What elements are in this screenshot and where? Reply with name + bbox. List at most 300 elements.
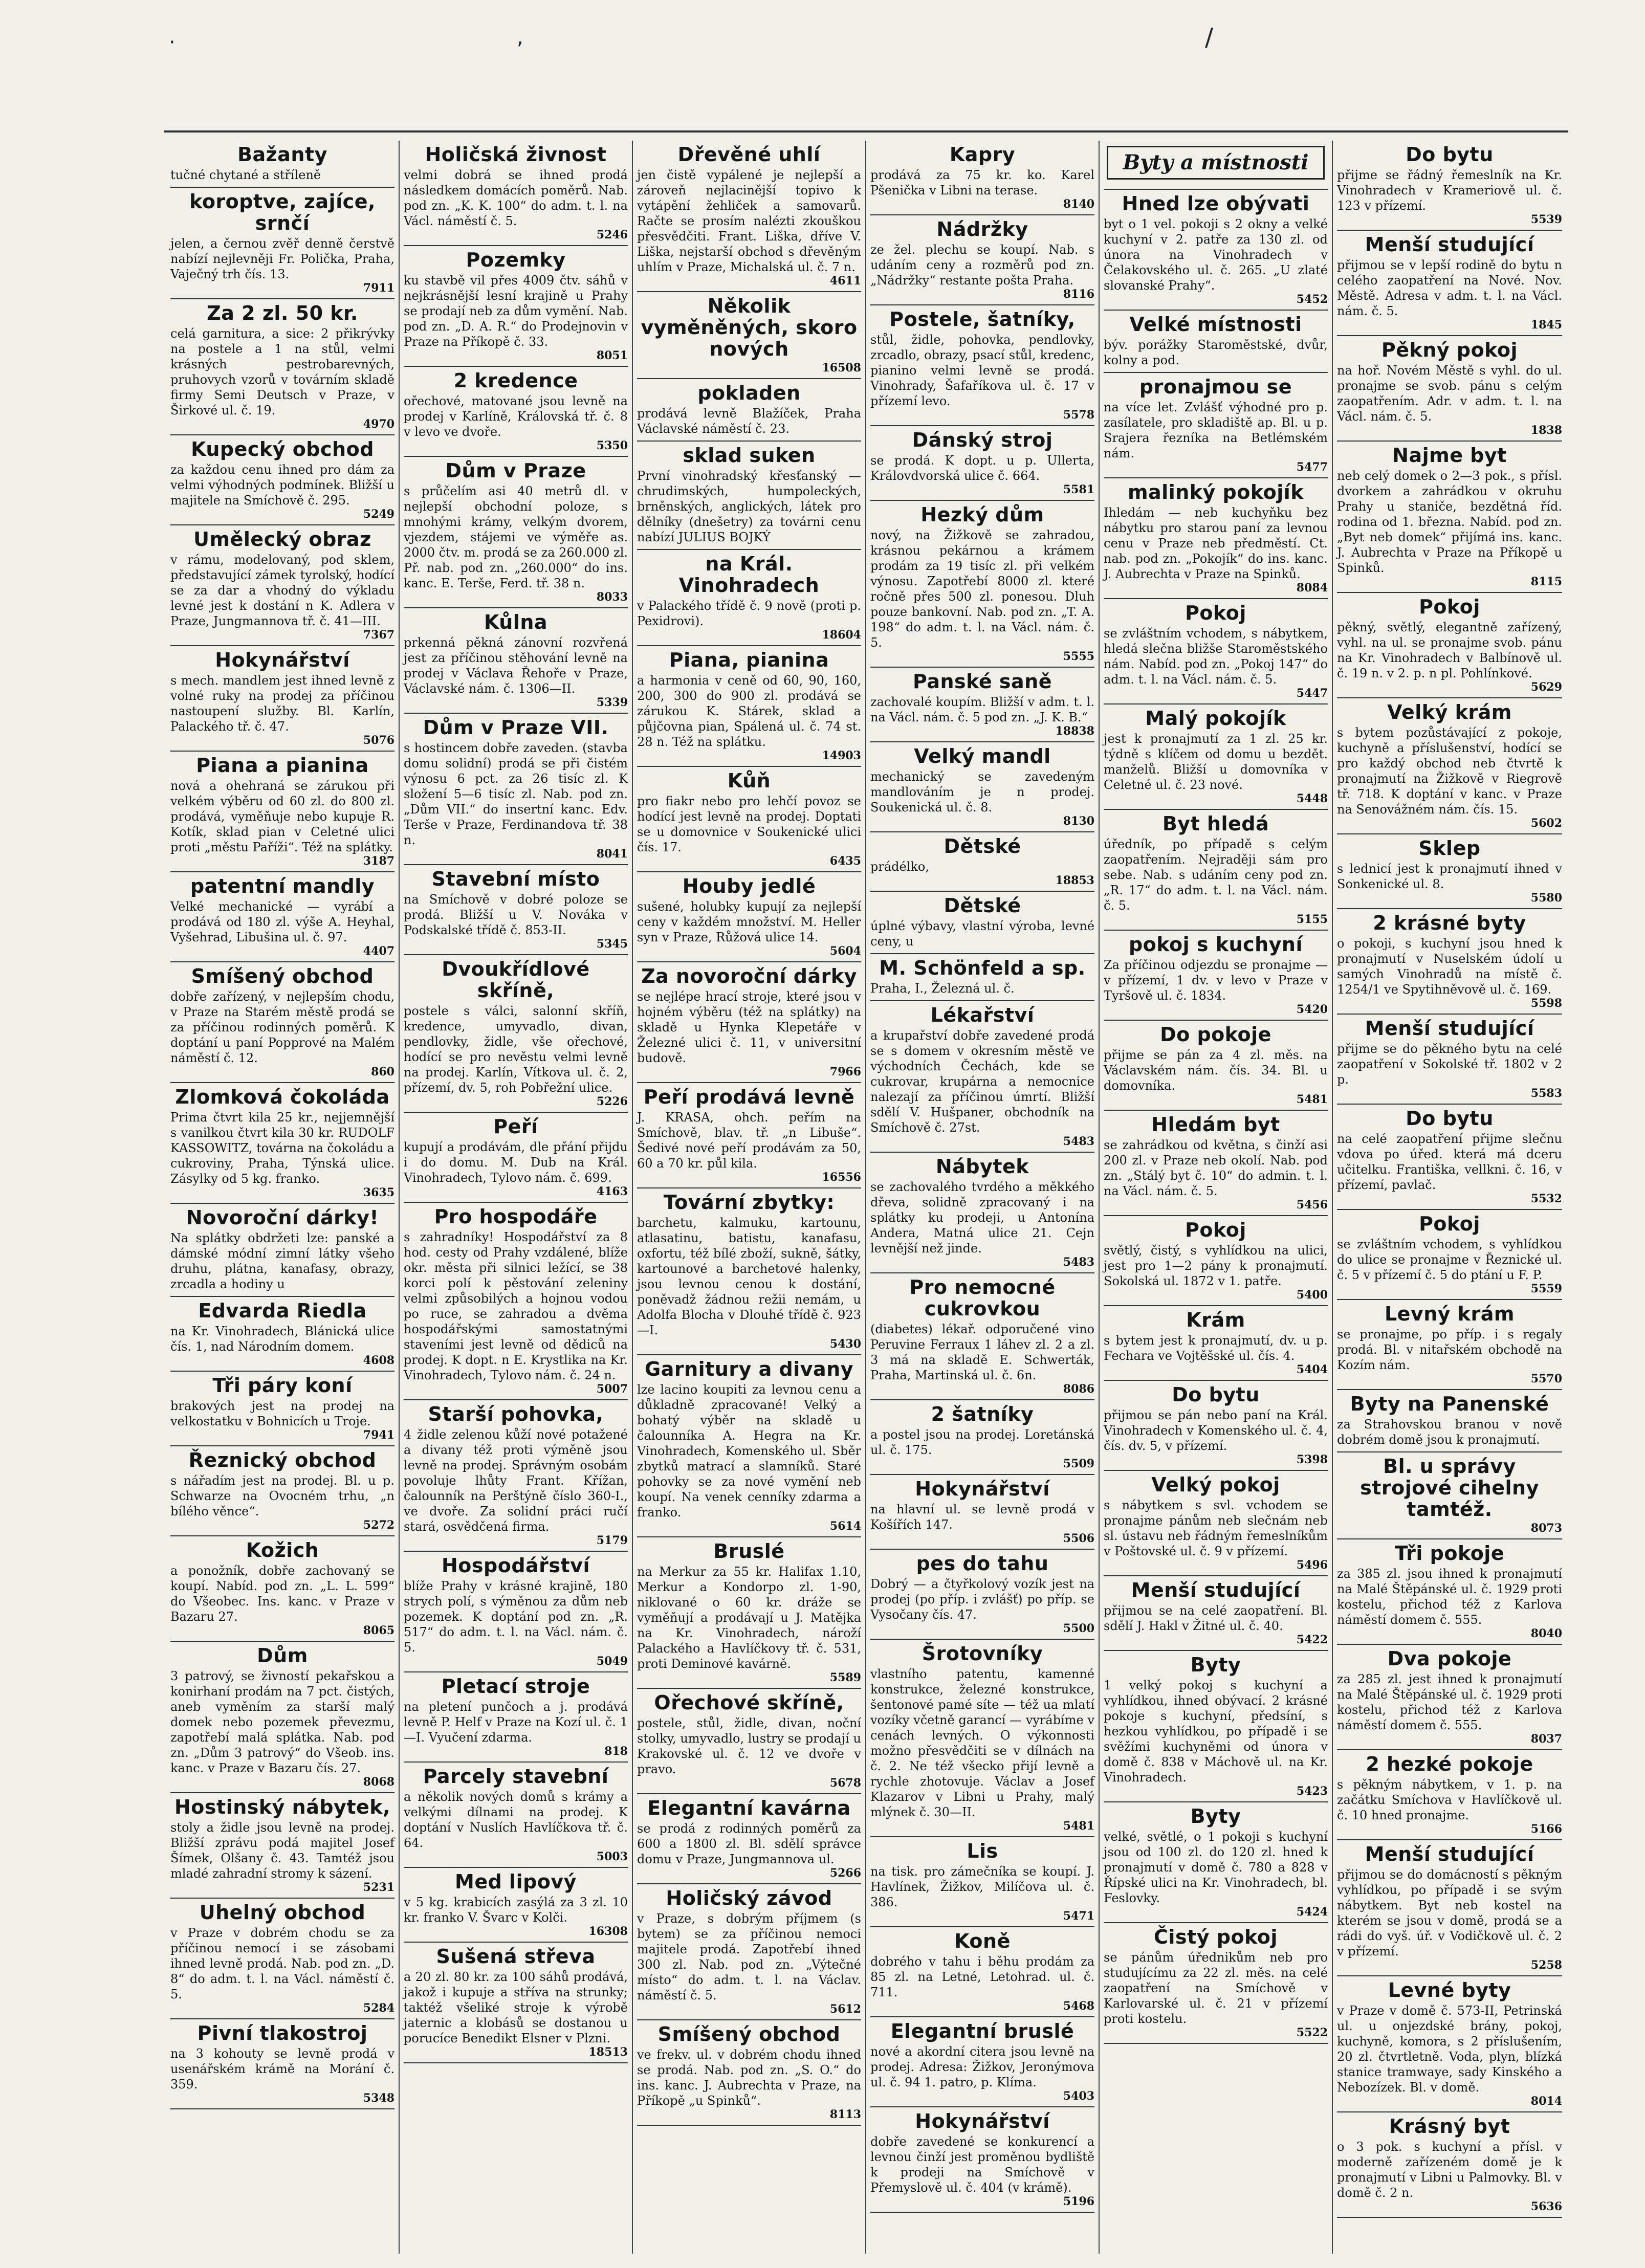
classified-ad: [870, 832, 1094, 892]
ad-code: 5522: [1296, 2026, 1328, 2039]
ad-headline: M. Schönfeld a sp.: [879, 957, 1086, 979]
ad-code: 8065: [363, 1624, 394, 1637]
ad-body: přijmou se pán nebo paní na Král. Vinohradech v Komenského ul. č. 4, čís. dv. 5, v přízemí.: [1104, 1408, 1328, 1453]
ad-headline: patentní mandly: [190, 875, 375, 897]
ad-body: a 20 zl. 80 kr. za 100 sáhů prodává, jakož i kupuje a stříva na strunky; taktéž všeliké stroje k výrobě jaternic a klobásů se dostanou u porucíce Benedikt Elsner v Plzni.: [404, 1970, 628, 2045]
classified-ad: [170, 1536, 394, 1642]
ad-headline: Bažanty: [237, 143, 327, 166]
classified-ad: [870, 1153, 1094, 1273]
ad-body: tučné chytané a stříleně: [170, 168, 321, 182]
ad-code: 8068: [363, 1775, 394, 1789]
ad-code: 5350: [596, 439, 628, 452]
ad-code: 5500: [1063, 1622, 1094, 1635]
classified-ad: [1337, 1210, 1562, 1300]
ad-body: se prodá. K dopt. u p. Ullerta, Královdvorská ulice č. 664.: [870, 453, 1094, 483]
ad-headline: Velké místnosti: [1129, 313, 1302, 336]
ad-headline: Postele, šatníky,: [889, 308, 1076, 331]
ad-body: ořechové, matované jsou levně na prodej v Karlíně, Královská tř. č. 8 v levo ve dvoře.: [404, 394, 628, 439]
classified-ad: [170, 1204, 394, 1297]
ad-body: a několik nových domů s krámy a velkými dílnami na prodej. K doptání v Nuslích Havlíčkova tř. č. 64.: [404, 1790, 628, 1850]
ad-code: 5532: [1530, 1192, 1562, 1205]
ad-headline: Novoroční dárky!: [186, 1206, 379, 1229]
ad-body: prádélko,: [870, 860, 930, 874]
ad-body: a ponožník, dobře zachovaný se koupí. Nabíd. pod zn. „L. L. 599“ do Všeobec. Ins. kanc. v Praze v Bazaru 27.: [170, 1564, 394, 1624]
classified-ad: [1104, 190, 1328, 311]
ad-code: 860: [371, 1065, 394, 1078]
ad-code: 7367: [363, 628, 394, 642]
ad-body: přijme se do pěkného bytu na celé zaopatření v Sokolské tř. 1802 v 2 p.: [1337, 1042, 1562, 1087]
ad-headline: Za 2 zl. 50 kr.: [207, 302, 358, 324]
ad-headline: 2 šatníky: [931, 1403, 1034, 1425]
ad-body: na Smíchově v dobré poloze se prodá. Bližší u V. Nováka v Podskalské třídě č. 853-II.: [404, 892, 628, 937]
classified-ad: [1104, 1471, 1328, 1576]
ad-body: úředník, po případě s celým zaopatřením. Nejraději sám pro sebe. Nab. s udáním ceny pod zn. „R. 17“ do adm. t. l. na Václ. nám. č. 5.: [1104, 837, 1328, 913]
column-1: [166, 141, 400, 2254]
ad-headline: Pokoj: [1185, 1219, 1246, 1241]
ad-code: 5196: [1063, 2195, 1094, 2208]
ad-headline: Hostinský nábytek,: [174, 1796, 390, 1818]
classified-ad: [170, 872, 394, 962]
classified-ad: [870, 1640, 1094, 1837]
classified-ad: [1104, 1306, 1328, 1381]
classified-ad: [404, 1400, 628, 1552]
ad-body: velké, světlé, o 1 pokoji s kuchyní jsou od 100 zl. do 120 zl. hned k pronajmutí v domě č. 780 a 828 v Řípské ulici na Kr. Vinohradech, bl. Feslovky.: [1104, 1830, 1328, 1905]
ad-headline: Garnitury a divany: [645, 1358, 853, 1380]
ad-body: vlastního patentu, kamenné konstrukce, železné konstrukce, šentonové pamé síte — též ua mlatí vozíky včetně garancí — vyrábíme v cenách levných. O výkonnosti možno přesvědčiti se v dílnách na č. 2. Ne též všecko přijí levně a rychle zhotovuje. Václav a Josef Klazarov v Libni u Prahy, malý mlýnek č. 30—II.: [870, 1667, 1094, 1819]
classified-ad: [1104, 311, 1328, 373]
ad-code: 5398: [1296, 1453, 1328, 1466]
ad-body: se pronajme, po příp. i s regaly prodá. Bl. v nitařském obchodě na Kozím nám.: [1337, 1327, 1562, 1372]
ad-body: s hostincem dobře zaveden. (stavba domu solidní) prodá se při čistém výnosu 6 pct. za 26 tisíc zl. K složení 5—6 tisíc zl. Nab. pod zn. „Dům VII.“ do insertní kanc. Edv. Terše v Praze, Ferdinandova tř. 38 n.: [404, 741, 628, 847]
ad-headline: 2 kredence: [453, 369, 578, 392]
ad-body: nové a akordní citera jsou levně na prodej. Adresa: Žižkov, Jeronýmova ul. č. 94 1. patro, p. Klíma.: [870, 2044, 1094, 2089]
ad-body: prodává za 75 kr. ko. Karel Pšenička v Libni na terase.: [870, 168, 1094, 197]
classified-ad: [870, 305, 1094, 426]
classified-ad: [404, 141, 628, 246]
ad-body: kupují a prodávám, dle přání přijdu i do domu. M. Dub na Král. Vinohradech, Tylovo nám. č. 699.: [404, 1140, 628, 1185]
ad-headline: Za novoroční dárky: [641, 965, 857, 987]
ad-headline: pronajmou se: [1139, 376, 1292, 398]
classified-ad: [1337, 1539, 1562, 1645]
ad-code: 8041: [596, 847, 628, 861]
ad-body: neb celý domek o 2—3 pok., s přísl. dvorkem a zahrádkou v okruhu Prahy u staniče, bezdětná říd. rodina od 1. března. Nabíd. pod zn. „Byt neb domek“ přijímá ins. kanc. J. Aubrechta v Praze na Příkopě u Spinků.: [1337, 469, 1562, 575]
classified-ad: [404, 1203, 628, 1400]
ad-body: býv. porážky Staroměstské, dvůr, kolny a pod.: [1104, 338, 1328, 367]
ad-body: přijmou se v lepší rodině do bytu n celého zaopatření na Nové. Nov. Městě. Adresa v adm. t. l. na Václ. nám. č. 5.: [1337, 258, 1562, 318]
ad-code: 5155: [1296, 913, 1328, 926]
ad-headline: Hledám byt: [1151, 1113, 1280, 1136]
ad-headline: Byt hledá: [1162, 812, 1269, 835]
ad-code: 5539: [1530, 213, 1562, 226]
classified-ad: [404, 457, 628, 608]
ad-code: 18513: [588, 2045, 628, 2059]
ad-body: První vinohradský křesťanský — chrudimských, humpoleckých, brněnských, anglických, látek pro dělníky (dnešetry) za továrni cenu nabízí JULIUS BOJKÝ: [637, 469, 861, 544]
ad-body: s nářadím jest na prodej. Bl. u p. Schwarze na Ovocném trhu, „n bílého věnce“.: [170, 1473, 394, 1518]
classified-ad: [404, 955, 628, 1113]
ad-code: 5483: [1063, 1135, 1094, 1148]
ad-body: zachovalé koupím. Bližší v adm. t. l. na Václ. nám. č. 5 pod zn. „J. K. B.“: [870, 695, 1094, 724]
ad-headline: Med lipový: [455, 1870, 577, 1893]
ad-body: velmi dobrá se ihned prodá následkem domácích poměrů. Nab. pod zn. „K. K. 100“ do adm. t. l. na Václ. náměstí č. 5.: [404, 168, 628, 228]
ad-body: s lednicí jest k pronajmutí ihned v Sonkenické ul. 8.: [1337, 862, 1562, 891]
column-2: [400, 141, 633, 2254]
classified-ad: [870, 1475, 1094, 1550]
ad-body: Prima čtvrt kila 25 kr., nejjemnější s vanilkou čtvrt kila 30 kr. RUDOLF KASSOWITZ, továrna na čokoládu a cukroviny, Praha, Týnská ulice. Zásylky od 5 kg. franko.: [170, 1110, 394, 1186]
ad-body: a krupařství dobře zavedené prodá se s domem v okresním městě ve východních Čechách, kde se cukrovar, krupárna a nemocnice nalezají za příčinou úmrtí. Bližší sdělí V. Hušpaner, obchodník na Smíchově č. 27st.: [870, 1028, 1094, 1135]
classified-ad: [870, 215, 1094, 305]
top-rule: [164, 130, 1568, 133]
ad-body: blíže Prahy v krásné krajině, 180 strych polí, s výměnou za dům neb pozemek. K doptání pod zn. „R. 517“ do adm. t. l. na Václ. nám. č. 5.: [404, 1579, 628, 1655]
ad-code: 5570: [1530, 1372, 1562, 1385]
ad-headline: Piana a pianina: [196, 754, 369, 777]
ad-code: 5456: [1296, 1198, 1328, 1212]
ad-body: na Kr. Vinohradech, Blánická ulice čís. 1, nad Národním domem.: [170, 1324, 394, 1354]
ad-headline: Dva pokoje: [1387, 1647, 1512, 1670]
ad-body: Na splátky obdržeti lze: panské a dámské módní zimní látky všeho druhu, plátna, kanafasy, obrazy, zrcadla a hodiny u: [170, 1231, 394, 1291]
classified-ad: [637, 1689, 861, 1794]
ad-body: pěkný, světlý, elegantně zařízený, vyhl. na ul. se pronajme svob. pánu na Kr. Vinohradech v Balbínově ul. č. 19 n. v 2. p. n pl. Pohlínkové.: [1337, 620, 1562, 680]
ad-code: 1838: [1530, 424, 1562, 437]
ad-code: 5424: [1296, 1905, 1328, 1919]
ad-headline: koroptve, zajíce, srnčí: [189, 190, 376, 234]
ad-body: Ihledám — neb kuchyňku bez nábytku pro starou paní za levnou cenu v Praze neb předměstí. Ct. nab. pod zn. „Pokojík“ do ins. kanc. J. Aubrechta v Praze na Spinků.: [1104, 505, 1328, 581]
ad-body: prodává levně Blažíček, Praha Václavské náměstí č. 23.: [637, 406, 861, 436]
ad-body: na více let. Zvlášť výhodné pro p. zasílatele, pro skladiště ap. Bl. u p. Srajera řezníka na Betlémském nám.: [1104, 400, 1328, 460]
ad-headline: Byty: [1190, 1654, 1241, 1676]
ad-code: 5049: [596, 1655, 628, 1668]
ad-headline: Elegantní kavárna: [647, 1797, 851, 1819]
ad-body: světlý, čistý, s vyhlídkou na ulici, jest pro 1—2 pány k pronajmutí. Sokolská ul. 1872 v 1. patře.: [1104, 1243, 1328, 1288]
classified-ad: [404, 1943, 628, 2063]
ad-headline: Edvarda Riedla: [198, 1300, 367, 1322]
ad-body: brakových jest na prodej na velkostatku v Bohnicích u Troje.: [170, 1399, 394, 1428]
ad-body: se nejlépe hrací stroje, které jsou v hojném výběru (též na splátky) na skladě u Hynka Klepetáře v Železné ulici č. 11, v universitní budově.: [637, 989, 861, 1065]
ad-code: 14903: [822, 749, 861, 762]
ad-code: 5266: [829, 1866, 861, 1880]
classified-ad: [170, 435, 394, 525]
page-mark-right: /: [1205, 23, 1214, 52]
classified-ad: [637, 442, 861, 550]
classified-ad: [1104, 599, 1328, 704]
ad-body: úplné výbavy, vlastní výroba, levné ceny, u: [870, 919, 1094, 949]
classified-ad: [637, 1083, 861, 1188]
ad-body: s nábytkem s svl. vchodem se pronajme pánům neb slečnám neb sl. ústavu neb řádným řemeslníkům v Poštovské ul. č. 9 v přízemí.: [1104, 1498, 1328, 1558]
ad-headline: Pokoj: [1419, 1213, 1480, 1235]
classified-ad: [170, 962, 394, 1083]
ad-code: 1845: [1530, 318, 1562, 332]
ad-code: 8033: [596, 590, 628, 604]
ad-headline: Dům: [257, 1644, 308, 1667]
ad-code: 5506: [1063, 1532, 1094, 1545]
ad-code: 16308: [588, 1925, 628, 1938]
ad-code: 18853: [1055, 874, 1094, 887]
classified-ad: [1337, 1300, 1562, 1390]
ad-code: 5246: [596, 228, 628, 241]
ad-body: se prodá z rodinných poměrů za 600 a 1800 zl. Bl. sdělí správce domu v Praze, Jungmannova ul.: [637, 1821, 861, 1866]
classified-ad: [170, 1446, 394, 1536]
classified-ad: [404, 1552, 628, 1672]
classified-ad: [870, 426, 1094, 501]
ad-code: 5578: [1063, 408, 1094, 422]
ad-code: 8014: [1530, 2095, 1562, 2108]
ad-headline: 2 krásné byty: [1373, 912, 1526, 934]
ad-headline: Malý pokojík: [1145, 707, 1286, 730]
ad-code: 5348: [363, 2091, 394, 2105]
classified-ad: [1104, 1651, 1328, 1802]
ad-code: 5448: [1296, 792, 1328, 805]
ad-headline: Velký mandl: [914, 745, 1051, 767]
ad-body: prkenná pěkná zánovní rozvřená jest za příčinou stěhování levně na prodej v Václava Řehoře v Praze, Václavské nám. č. 1306—II.: [404, 635, 628, 696]
ad-headline: Holičská živnost: [425, 143, 607, 166]
classified-ad: [404, 608, 628, 714]
ad-code: 18604: [822, 628, 861, 642]
ad-code: 5226: [596, 1095, 628, 1108]
ad-headline: Menší studující: [1365, 1843, 1534, 1865]
ad-headline: pokladen: [697, 382, 801, 404]
ad-code: 5468: [1063, 1999, 1094, 2013]
classified-ad: [1337, 141, 1562, 231]
ad-body: za 285 zl. jest ihned k pronajmutí na Malé Štěpánské ul. č. 1929 proti kostelu, přichod též z Karlova náměstí domem č. 555.: [1337, 1672, 1562, 1732]
classified-ad: [404, 1868, 628, 1943]
ad-headline: Dvoukřídlové skříně,: [442, 958, 590, 1002]
ad-code: 3187: [363, 854, 394, 868]
ad-body: (diabetes) lékař. odporučené vino Peruvine Ferraux 1 láhev zl. 2 a zl. 3 má na skladě E. Schwerták, Praha, Martinská ul. č. 6n.: [870, 1322, 1094, 1382]
ad-headline: Dánský stroj: [912, 429, 1053, 451]
classified-ad: [170, 1642, 394, 1793]
ad-code: 5284: [363, 2001, 394, 2015]
ad-headline: malinký pokojík: [1127, 481, 1304, 503]
classified-ad: [637, 767, 861, 872]
column-4: [866, 141, 1100, 2254]
ad-code: 5629: [1530, 680, 1562, 694]
classified-ad: [1337, 1390, 1562, 1452]
classified-ad: [870, 501, 1094, 668]
classified-ad: [870, 892, 1094, 954]
ad-code: 5076: [363, 734, 394, 747]
ad-body: na hlavní ul. se levně prodá v Košířích 147.: [870, 1502, 1094, 1532]
ad-code: 5481: [1296, 1093, 1328, 1106]
page-mark-mid: ,: [517, 26, 523, 49]
ad-code: 8084: [1296, 581, 1328, 594]
ad-body: o pokoji, s kuchyní jsou hned k pronajmutí v Nuselském údolí u samých Vinohradů na místě č. 1254/1 ve Spytihněvově ul. č. 169.: [1337, 936, 1562, 997]
ad-headline: Do pokoje: [1160, 1023, 1271, 1046]
classified-ad: [1337, 231, 1562, 336]
ad-code: 4608: [363, 1354, 394, 1367]
ad-body: v Praze, s dobrým příjmem (s bytem) se za příčinou nemoci majitele prodá. Zapotřebí ihned 300 zl. Nab. pod zn. „Výtečné místo“ do adm. t. l. na Václav. náměstí č. 5.: [637, 1911, 861, 2002]
classified-ad: [870, 2017, 1094, 2107]
classified-ad: [170, 1372, 394, 1446]
ad-body: přijme se řádný řemeslník na Kr. Vinohradech v Krameriově ul. č. 123 v přízemí.: [1337, 168, 1562, 213]
ad-code: 3635: [363, 1186, 394, 1199]
ad-body: na tisk. pro zámečníka se koupí. J. Havlínek, Žižkov, Milíčova ul. č. 386.: [870, 1864, 1094, 1909]
ad-headline: Dětské: [944, 835, 1021, 857]
classified-ad: [1337, 834, 1562, 909]
ad-body: v Praze v domě č. 573-II, Petrinská ul. u onjezdské brány, pokoj, kuchyně, komora, s 2 příslušením, 20 zl. čtvrtletně. Voda, plyn, blízká stanice tramwaye, sady Kinského a Nebozízek. Bl. v domě.: [1337, 2003, 1562, 2095]
classified-ad: [1337, 1976, 1562, 2112]
ad-body: o 3 pok. s kuchyní a přísl. v moderně zařízeném domě je k pronajmutí v Libni u Palmovky. Bl. v domě č. 2 n.: [1337, 2140, 1562, 2200]
ad-body: dobrého v tahu i běhu prodám za 85 zl. na Letné, Letohrad. ul. č. 711.: [870, 1954, 1094, 1999]
ad-code: 18838: [1055, 724, 1094, 738]
ad-body: přijmou se do domácností s pěkným vyhlídkou, po případě i se svým nábytkem. Byt neb kostel na kterém se jsou v domě, prodá se a rádi do vyš. úř. v Vodičkově ul. č. 2 v přízemí.: [1337, 1867, 1562, 1958]
classified-ad: [870, 954, 1094, 1001]
ad-body: s bytem pozůstávající z pokoje, kuchyně a příslušenství, hodící se pro každý obchod neb čtvrtě k pronajmutí na Žižkově v Riegrově tř. 718. K doptání v kanc. v Praze na Senovážném nám. čís. 15.: [1337, 725, 1562, 817]
ad-headline: pes do tahu: [916, 1552, 1049, 1575]
classified-ad: [1104, 478, 1328, 599]
ad-body: byt o 1 vel. pokoji s 2 okny a velké kuchyní v 2. patře za 130 zl. od února na Vinohradech v Čelakovského ul. č. 265. „U zlaté slovanské Prahy“.: [1104, 217, 1328, 293]
ad-headline: Umělecký obraz: [193, 528, 371, 551]
ad-body: pro fiakr nebo pro lehčí povoz se hodící jest levně na prodej. Doptati se u domovnice v Soukenické ulici čís. 17.: [637, 794, 861, 854]
ad-headline: Koně: [954, 1930, 1011, 1952]
classified-ad: [1337, 1750, 1562, 1840]
classified-ad: [1104, 1576, 1328, 1651]
classified-ad: [1104, 931, 1328, 1021]
ad-code: 8086: [1063, 1382, 1094, 1396]
ad-code: 818: [604, 1745, 628, 1758]
ad-headline: Kapry: [949, 143, 1016, 166]
ad-code: 5400: [1296, 1288, 1328, 1302]
ad-headline: Najme byt: [1392, 444, 1507, 467]
section-banner: Byty a místnosti: [1107, 146, 1325, 180]
classified-ad: [637, 872, 861, 962]
ad-code: 5423: [1296, 1785, 1328, 1798]
classified-ad: [870, 1550, 1094, 1640]
ad-body: ve frekv. ul. v dobrém chodu ihned se prodá. Nab. pod zn. „S. O.“ do ins. kanc. J. Aubrechta v Praze, na Příkopě „u Spinků“.: [637, 2047, 861, 2108]
classified-ad: [637, 962, 861, 1083]
ad-body: Praha, I., Železná ul. č.: [870, 981, 1015, 996]
classified-ad: [1337, 1452, 1562, 1539]
ad-headline: Do bytu: [1172, 1383, 1260, 1406]
classified-ad: [170, 141, 394, 188]
ad-code: 4611: [829, 274, 861, 288]
ad-code: 5496: [1296, 1558, 1328, 1572]
ad-code: 5452: [1296, 293, 1328, 306]
ad-body: nový, na Žižkově se zahradou, krásnou pekárnou a krámem prodám za 19 tisíc zl. při velkém výnosu. Zapotřebí 8000 zl. které ročně přes 500 zl. ponesou. Dluh pouze bankovní. Nab. pod zn. „T. A. 198“ do adm. t. l. na Václ. nám. č. 5.: [870, 528, 1094, 650]
ad-body: v rámu, modelovaný, pod sklem, představující zámek tyrolský, hodící se za dar a vhodný do výkladu levné jest k dostání n K. Adlera v Praze, Jungmannova tř. č. 41—III.: [170, 553, 394, 628]
ad-headline: Kožich: [246, 1539, 319, 1561]
classified-ad: [1337, 2112, 1562, 2218]
classified-ad: [170, 646, 394, 752]
ad-code: 5430: [829, 1337, 861, 1351]
ad-code: 5339: [596, 696, 628, 709]
ad-headline: Kůň: [727, 769, 771, 792]
classified-ad: [870, 1273, 1094, 1400]
ad-code: 16556: [822, 1171, 861, 1184]
ad-body: a postel jsou na prodej. Loretánská ul. č. 175.: [870, 1427, 1094, 1457]
ad-code: 7941: [363, 1428, 394, 1442]
classified-ad: [170, 1297, 394, 1372]
ad-headline: Sklep: [1418, 837, 1481, 860]
ad-body: lze lacino koupiti za levnou cenu a důkladně zpracované! Velký a bohatý výběr na skladě u čalounníka A. Hegra na Kr. Vinohradech, Komenského ul. Sběr zbytků matrací a slamníků. Staré pohovky se za nové vymění neb koupí. Na venek cenníky zdarma a franko.: [637, 1382, 861, 1520]
ad-headline: Kůlna: [484, 611, 548, 633]
ad-headline: Zlomková čokoláda: [175, 1086, 390, 1108]
classified-ad: [1337, 336, 1562, 442]
page-mark-left: ·: [169, 31, 176, 54]
ad-body: jest k pronajmutí za 1 zl. 25 kr. týdně s klíčem od domu u bezdět. manželů. Bližší u domovníka v Celetné ul. č. 23 nové.: [1104, 732, 1328, 792]
ad-headline: Tři pokoje: [1394, 1542, 1505, 1565]
ad-code: 8040: [1530, 1627, 1562, 1640]
ad-body: s mech. mandlem jest ihned levně z volné ruky na prodej za příčinou nastoupení služby. Bl. Karlín, Palackého tř. č. 47.: [170, 673, 394, 734]
ad-headline: 2 hezké pokoje: [1366, 1753, 1533, 1775]
ad-code: 5614: [829, 1520, 861, 1533]
ad-code: 5678: [829, 1776, 861, 1790]
classified-ad: [170, 188, 394, 299]
ad-body: na Merkur za 55 kr. Halifax 1.10, Merkur a Kondorpo zl. 1-90, niklované o 60 kr. dráže se vyměňují a prodávají u J. Matějka na Kr. Vinohradech, nároží Palackého a Havlíčkovy tř. č. 531, proti Deminové kavárně.: [637, 1565, 861, 1671]
classified-ad: [1104, 704, 1328, 810]
ad-body: celá garnitura, a sice: 2 přikrývky na postele a 1 na stůl, velmi krásných pestrobarevných, pruhovych vzorů v továrním skladě firmy Semi Deutsch v Praze, v Širkové ul. č. 19.: [170, 326, 394, 417]
ad-body: se zvláštním vchodem, s nábytkem, hledá slečna bližše Staroměstského nám. Nabíd. pod zn. „Pokoj 147“ do adm. t. l. na Václ. nám. č. 5.: [1104, 626, 1328, 687]
column-6: [1333, 141, 1566, 2254]
classified-ad: [1104, 1111, 1328, 1216]
ad-body: 1 velký pokoj s kuchyní a vyhlídkou, ihned obývací. 2 krásné pokoje s kuchyní, předsíní, s hezkou vyhlídkou, po případě i se svěžími kuchyněmi od února v domě č. 838 v Máchově ul. na Kr. Vinohradech.: [1104, 1678, 1328, 1785]
ad-headline: Tři páry koní: [212, 1374, 353, 1397]
ad-headline: sklad suken: [683, 444, 816, 467]
ad-headline: Dřevěné uhlí: [677, 143, 821, 166]
ad-headline: Hezký dům: [920, 503, 1044, 526]
ad-headline: Sušená střeva: [436, 1945, 596, 1968]
classified-ad: [637, 1794, 861, 1884]
ad-body: postele s válci, salonní skříň, kredence, umyvadlo, divan, pendlovky, židle, vše ořechové, hodící se pro nevěstu velmi levně na prodej. Karlín, Vítkova ul. č. 2, přízemí, dv. 5, roh Pobřežní ulice.: [404, 1004, 628, 1095]
ad-headline: Hokynářství: [915, 2110, 1050, 2132]
classified-ad: [404, 367, 628, 457]
ad-code: 8116: [1063, 288, 1094, 301]
classified-ad: [1104, 1923, 1328, 2044]
ad-headline: Hned lze obývati: [1122, 192, 1310, 215]
ad-headline: Pokoj: [1419, 596, 1480, 618]
ad-code: 16508: [822, 361, 861, 375]
ad-code: 5404: [1296, 1363, 1328, 1376]
ad-body: na celé zaopatření přijme slečnu vdova po úřed. která má dceru učitelku. Františka, vellkni. č. 16, v přízemí, pavlač.: [1337, 1132, 1562, 1192]
ad-body: dobře zavedené se konkurencí a levnou činží jest proměnou bydliště k prodeji na Smíchově v Přemyslově ul. č. 404 (v krámě).: [870, 2134, 1094, 2195]
ad-code: 5602: [1530, 817, 1562, 830]
ad-body: se zvláštním vchodem, s vyhlídkou do ulice se pronajme v Řeznické ul. č. 5 v přízemí č. 5 do ptání u F. P.: [1337, 1237, 1562, 1282]
ad-headline: Lis: [967, 1840, 998, 1862]
ad-body: jen čistě vypálené je nejlepší a zároveň nejlacinější topivo k vytápění žehliček a samovarů. Račte se prosím nalézti zkouškou přesvědčiti. Frant. Liška, dříve V. Liška, nejstarší obchod s dřevěným uhlím v Praze, Michalská ul. č. 7 n.: [637, 168, 861, 274]
ad-headline: Pěkný pokoj: [1381, 339, 1518, 361]
ad-columns: [166, 141, 1568, 2254]
ad-body: v Palackého třídě č. 9 nově (proti p. Pexidrovi).: [637, 599, 861, 628]
classified-ad: [1104, 1216, 1328, 1306]
ad-headline: Pro nemocné cukrovkou: [909, 1276, 1056, 1320]
ad-code: 5583: [1530, 1087, 1562, 1100]
column-3: [633, 141, 866, 2254]
ad-body: se pánům úřednikům neb pro studujícímu za 22 zl. měs. na celé zaopatření na Smíchově v Karlovarské ul. č. 21 v přízemí proti kostelu.: [1104, 1950, 1328, 2026]
classified-ad: [170, 752, 394, 872]
ad-headline: Bruslé: [713, 1540, 785, 1562]
ad-headline: na Král. Vinohradech: [678, 553, 820, 597]
ad-headline: Parcely stavební: [423, 1765, 609, 1788]
ad-body: se zachovalého tvrdého a měkkého dřeva, solidně zpracovaný i na splátky ku prodeji, u Antonína Andera, Matná ulice 21. Cejn levnější než jinde.: [870, 1180, 1094, 1256]
ad-code: 4407: [363, 944, 394, 958]
classified-ad: [637, 550, 861, 646]
classified-ad: [1337, 909, 1562, 1015]
classified-ad: [1337, 698, 1562, 834]
ad-code: 4970: [363, 417, 394, 431]
classified-ad: [637, 646, 861, 767]
ad-headline: Elegantní bruslé: [890, 2020, 1074, 2042]
ad-headline: Levný krám: [1384, 1303, 1515, 1325]
ad-body: za 385 zl. jsou ihned k pronajmutí na Malé Štěpánské ul. č. 1929 proti kostelu, přichod též z Karlova náměstí domem č. 555.: [1337, 1567, 1562, 1627]
ad-code: 5179: [596, 1534, 628, 1547]
ad-body: v Praze v dobrém chodu se za příčinou nemocí i se zásobami ihned levně prodá. Nab. pod zn. „D. 8“ do adm. t. l. na Václ. náměstí č. 5.: [170, 1926, 394, 2001]
ad-body: J. KRASA, ohch. peřím na Smíchově, blav. tř. „n Libuše“. Šedivé nové peří prodávám za 50, 60 a 70 kr. půl kila.: [637, 1110, 861, 1171]
ad-code: 5422: [1296, 1633, 1328, 1646]
ad-body: s průčelím asi 40 metrů dl. v nejlepší obchodní poloze, s mnohými krámy, velkým dvorem, vjezdem, stájemi ve výměře as. 2000 čtv. m. prodá se za 260.000 zl. Př. nab. pod zn. „260.000“ do ins. kanc. E. Terše, Ferd. tř. 38 n.: [404, 484, 628, 590]
ad-code: 5481: [1063, 1819, 1094, 1833]
classified-ad: [870, 668, 1094, 742]
classified-ad: [1104, 141, 1328, 190]
ad-code: 8140: [1063, 197, 1094, 211]
ad-headline: Smíšený obchod: [657, 2023, 841, 2045]
